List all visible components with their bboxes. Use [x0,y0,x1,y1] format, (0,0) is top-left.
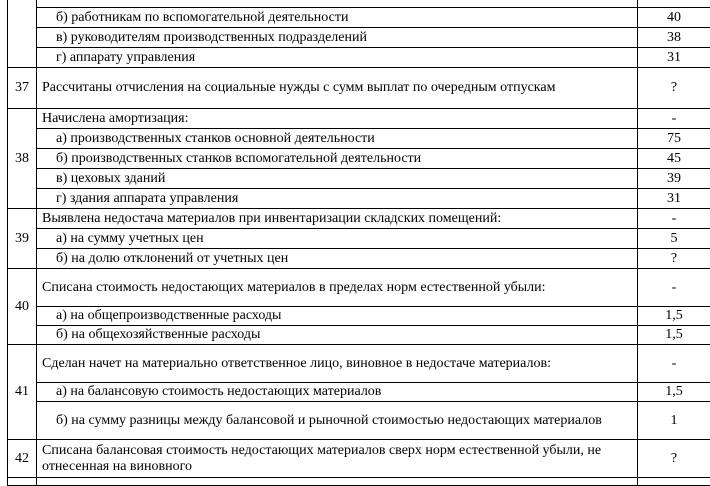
row-value: 39 [638,169,710,189]
row-number [8,478,37,486]
row-number: 41 [8,345,37,440]
row-text: б) работникам по вспомогательной деятельности [37,8,638,28]
row-text: г) аппарату управления [37,48,638,68]
row-text: а) на балансовую стоимость недостающих материалов [37,383,638,402]
row-text: Рассчитаны отчисления на социальные нужды с сумм выплат по очередным отпускам [37,68,638,109]
row-value: - [638,269,710,307]
row-value [638,478,710,486]
row-value: - [638,209,710,229]
row-text: Начислена амортизация: [37,109,638,129]
row-value: 38 [638,28,710,48]
row-value: 31 [638,48,710,68]
row-value: ? [638,440,710,478]
row-value [638,0,710,8]
row-value: ? [638,68,710,109]
row-text: а) производственных станков основной деятельности [37,129,638,149]
row-text: Списана стоимость недостающих материалов в пределах норм естественной убыли: [37,269,638,307]
transactions-table [7,0,710,486]
row-value: 1,5 [638,326,710,345]
row-value: 5 [638,229,710,249]
row-text [37,478,638,486]
row-number: 38 [8,109,37,209]
row-text: б) производственных станков вспомогательной деятельности [37,149,638,169]
row-value: 31 [638,189,710,209]
row-value: - [638,109,710,129]
row-value: 1,5 [638,307,710,326]
row-text [37,0,638,8]
row-text: а) на общепроизводственные расходы [37,307,638,326]
row-value: ? [638,249,710,269]
row-value: 1 [638,402,710,440]
row-text: а) на сумму учетных цен [37,229,638,249]
row-value: 45 [638,149,710,169]
row-value: 75 [638,129,710,149]
row-text: Списана балансовая стоимость недостающих материалов сверх норм естественной убыли, не отнесенная на виновного [37,440,638,478]
row-number: 39 [8,209,37,269]
row-text: б) на сумму разницы между балансовой и рыночной стоимостью недостающих материалов [37,402,638,440]
row-text: г) здания аппарата управления [37,189,638,209]
row-value: 40 [638,8,710,28]
row-number [8,0,37,68]
row-text: б) на общехозяйственные расходы [37,326,638,345]
row-value: 1,5 [638,383,710,402]
row-number: 42 [8,440,37,478]
row-text: Выявлена недостача материалов при инвентаризации складских помещений: [37,209,638,229]
row-text: Сделан начет на материально ответственное лицо, виновное в недостаче материалов: [37,345,638,383]
row-text: б) на долю отклонений от учетных цен [37,249,638,269]
row-number: 37 [8,68,37,109]
row-text: в) цеховых зданий [37,169,638,189]
row-number: 40 [8,269,37,345]
row-text: в) руководителям производственных подразделений [37,28,638,48]
row-value: - [638,345,710,383]
